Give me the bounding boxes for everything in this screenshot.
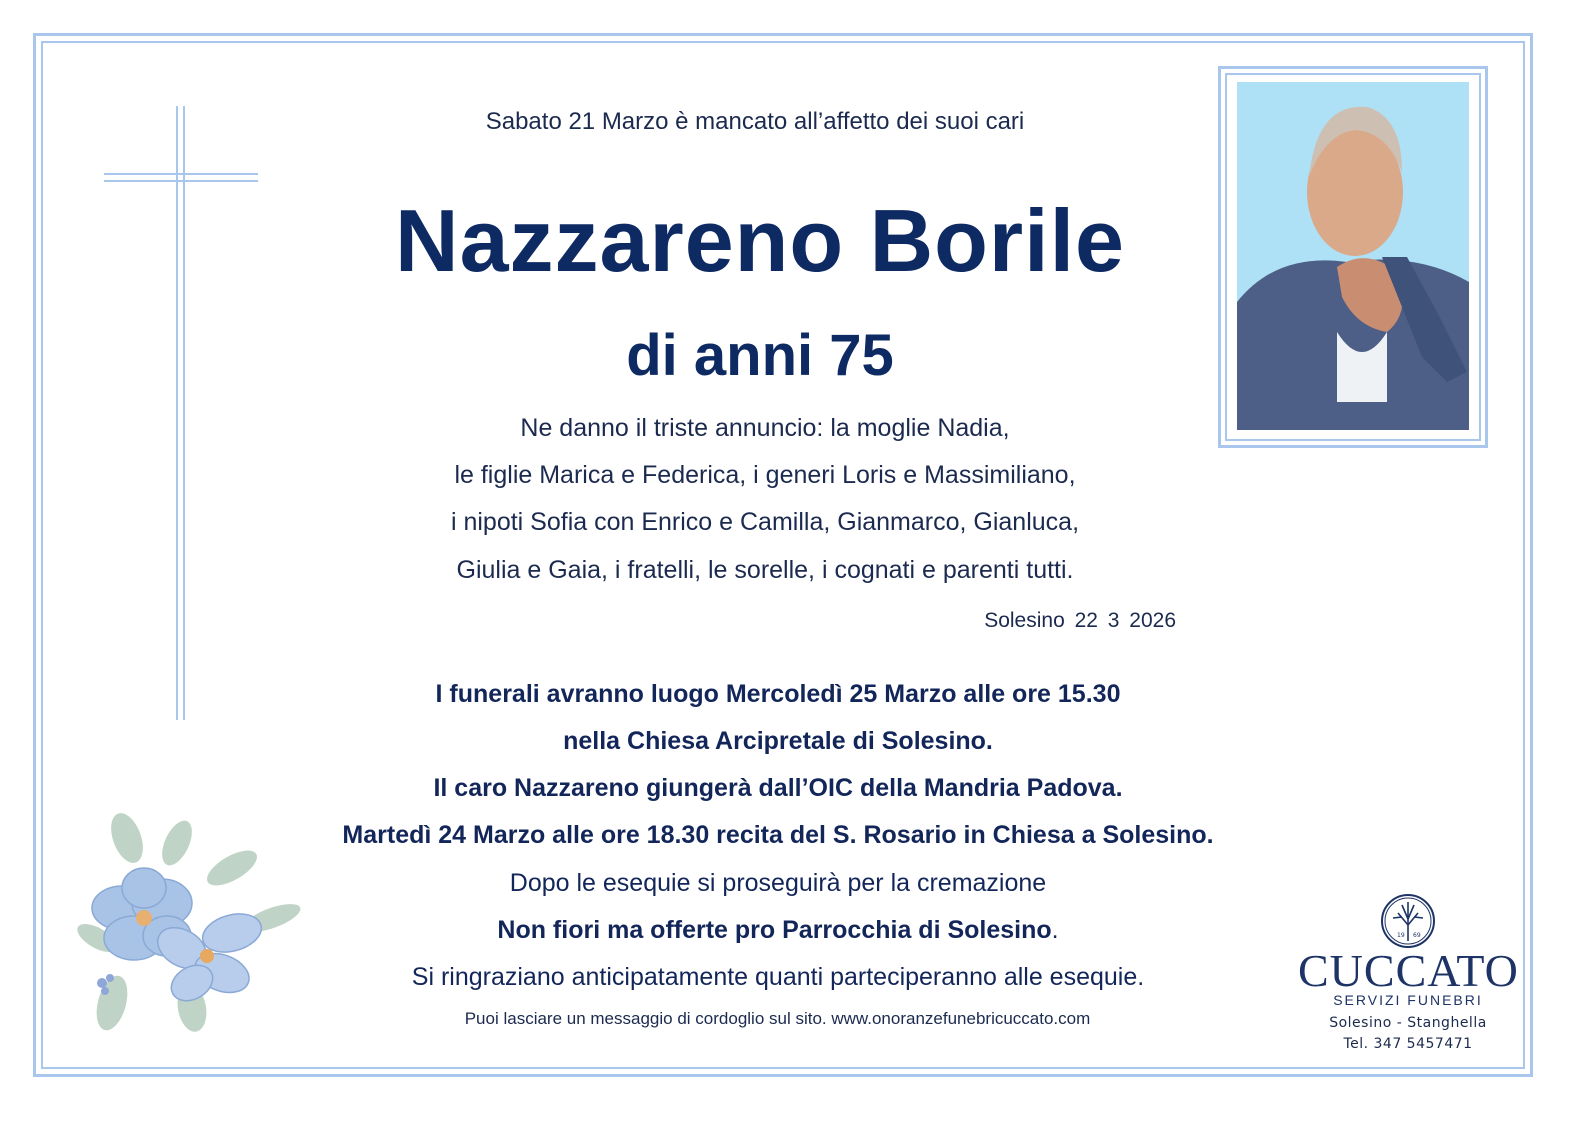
funeral-line: Il caro Nazzareno giungerà dall’OIC della Mandria Padova. bbox=[433, 774, 1123, 802]
emblem-year-right: 69 bbox=[1413, 932, 1421, 939]
tree-logo-icon bbox=[1380, 893, 1436, 949]
announcement-line: i nipoti Sofia con Enrico e Camilla, Gianmarco, Gianluca, bbox=[450, 508, 1080, 536]
company-subtitle: SERVIZI FUNEBRI bbox=[1333, 992, 1483, 1008]
cremation-line: Dopo le esequie si proseguirà per la cremazione bbox=[509, 869, 1047, 897]
announcement-line: Giulia e Gaia, i fratelli, le sorelle, i cognati e parenti tutti. bbox=[456, 556, 1074, 584]
deceased-name: Nazzareno Borile bbox=[395, 191, 1125, 290]
thanks-line: Si ringraziano anticipatamente quanti parteciperanno alle esequie. bbox=[411, 963, 1145, 991]
funeral-line: nella Chiesa Arcipretale di Solesino. bbox=[563, 727, 993, 755]
funeral-line: I funerali avranno luogo Mercoledì 25 Marzo alle ore 15.30 bbox=[435, 680, 1121, 708]
company-name: CUCCATO bbox=[1298, 945, 1519, 996]
website-note: Puoi lasciare un messaggio di cordoglio sul sito. www.onoranzefunebricuccato.com bbox=[464, 1009, 1091, 1028]
rosary-line: Martedì 24 Marzo alle ore 18.30 recita del S. Rosario in Chiesa a Solesino. bbox=[342, 821, 1214, 849]
intro-text: Sabato 21 Marzo è mancato all’affetto dei suoi cari bbox=[485, 108, 1025, 135]
announcement-line: Ne danno il triste annuncio: la moglie Nadia, bbox=[520, 414, 1010, 442]
company-phone: Tel. 347 5457471 bbox=[1343, 1036, 1473, 1052]
offerings-period: . bbox=[1051, 916, 1059, 944]
place-date: Solesino 22 3 2026 bbox=[984, 609, 1176, 632]
offerings-text: Non fiori ma offerte pro Parrocchia di Solesino bbox=[497, 916, 1052, 944]
offerings-line bbox=[250, 916, 1306, 945]
flower-bouquet-icon bbox=[72, 808, 312, 1038]
emblem-year-left: 19 bbox=[1397, 932, 1405, 939]
deceased-age: di anni 75 bbox=[626, 323, 894, 388]
portrait-photo bbox=[1237, 82, 1469, 430]
announcement-line: le figlie Marica e Federica, i generi Loris e Massimiliano, bbox=[454, 461, 1076, 489]
company-location: Solesino - Stanghella bbox=[1329, 1015, 1487, 1031]
